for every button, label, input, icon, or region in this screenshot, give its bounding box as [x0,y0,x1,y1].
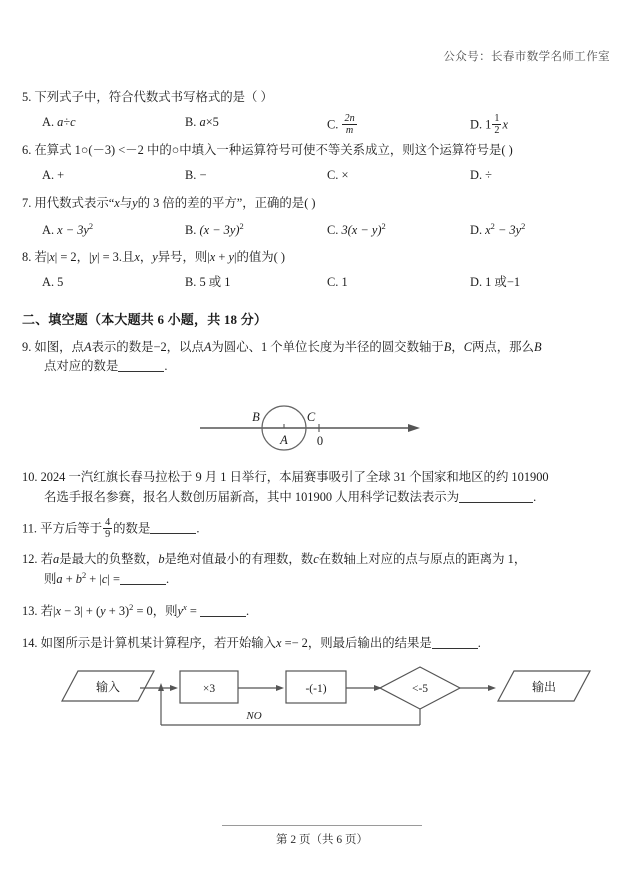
question-5-option-d[interactable]: D. 1 $\frac{1}{2}$ x [470,113,508,137]
question-8 [22,248,622,293]
label-b: B [252,410,260,425]
page-number-text: 第 2 页（共 6 页） [276,834,368,846]
section-2-heading: 二、填空题（本大题共 6 小题，共 18 分） [22,311,268,327]
footer-divider [222,825,422,826]
question-12-stem-line-1: 12. 若a是最大的负整数，b是绝对值最小的有理数，数c在数轴上对应的点与原点的距离为 1， [22,551,527,566]
question-5-stem: 5. 下列式子中，符合代数式书写格式的是（ ） [22,90,273,104]
flow-arrowhead-loop [158,683,164,691]
question-14 [22,634,622,653]
question-8-option-d[interactable]: D. 1 或−1 [470,274,521,289]
flowchart-svg [22,661,622,735]
question-7-option-d[interactable]: D. $x^2 - 3y^2$ [470,220,526,237]
question-12 [22,550,622,590]
fraction-2n-over-m: $\frac{2n}{m}$ [344,113,355,137]
question-5-option-a[interactable]: A. a÷c [42,115,76,130]
answer-blank-q14[interactable] [432,636,478,649]
flow-arrowhead-1 [170,685,178,691]
question-6-option-d[interactable]: D. ÷ [470,168,492,183]
question-9-stem-line-1: 9. 如图，点A表示的数是−2，以点A为圆心、1 个单位长度为半径的圆交数轴于B，C两点，那么B [22,339,542,354]
question-6-options [22,166,622,186]
question-9-stem-line-2: 点对应的数是 . [44,359,168,374]
question-6-option-b[interactable]: B. − [185,168,207,183]
answer-blank-q11[interactable] [150,522,196,535]
question-10 [22,468,622,506]
question-8-options [22,273,622,293]
question-9 [22,338,622,376]
page-watermark-header: 公众号：长春市数学名师工作室 [443,51,610,63]
answer-blank-q13[interactable] [200,605,246,618]
flow-no-label: NO [246,709,262,722]
question-10-stem-line-2: 名选手报名参赛，报名人数创历届新高，其中 101900 人用科学记数法表示为 . [44,489,537,504]
question-7-options [22,220,622,240]
flow-decision-label: <-5 [411,682,429,695]
question-5 [22,88,622,137]
question-11 [22,517,622,540]
question-6-option-c[interactable]: C. × [327,168,349,183]
question-7-option-a[interactable]: A. $x - 3y^2$ [42,220,94,237]
question-7 [22,194,622,239]
answer-blank-q9[interactable] [118,359,164,372]
number-line-svg [22,388,622,454]
question-7-stem: 7. 用代数式表示“x与y的 3 倍的差的平方”，正确的是( ) [22,196,316,211]
question-14-stem: 14. 如图所示是计算机某计算程序，若开始输入x =− 2，则最后输出的结果是 . [22,635,481,650]
flow-arrowhead-4 [488,685,496,691]
question-6 [22,141,622,186]
flow-arrowhead-2 [276,685,284,691]
question-10-stem-line-1: 10. 2024 一汽红旗长春马拉松于 9 月 1 日举行，本届赛事吸引了全球 31 个国家和地区的约 101900 [22,470,549,485]
question-6-option-a[interactable]: A. + [42,168,65,183]
question-8-option-a[interactable]: A. 5 [42,274,64,289]
question-8-option-b[interactable]: B. 5 或 1 [185,274,231,289]
page-footer [0,825,644,847]
question-12-stem-line-2: 则$a + b^2 + |c|$ = . [44,569,170,587]
question-5-option-c[interactable]: C. $\frac{2n}{m}$ [327,113,355,137]
number-line-arrow [408,424,420,432]
page-content [22,88,622,735]
question-11-stem: 11. 平方后等于 $\frac{4}{9}$ 的数是 . [22,516,200,540]
question-7-option-c[interactable]: C. $3(x - y)^2$ [327,220,386,237]
flow-input-label: 输入 [95,679,121,694]
question-8-stem: 8. 若|x| = 2，|y| = 3.且x，y异号，则|x + y|的值为( ) [22,249,285,264]
answer-blank-q10[interactable] [459,490,533,503]
number-line-figure [22,388,622,454]
question-6-stem: 6. 在算式 1○(－3) <－2 中的○中填入一种运算符号可使不等关系成立，则这个运算符号是( ) [22,143,513,158]
flow-output-label: 输出 [531,679,557,694]
question-5-options [22,113,622,137]
question-13-stem: 13. 若$|x - 3| + (y + 3)^2 = 0$，则$y^x$ = . [22,602,250,619]
question-8-option-c[interactable]: C. 1 [327,274,348,289]
fraction-one-half: $\frac{1}{2}$ [494,113,500,137]
question-13 [22,601,622,621]
label-a: A [280,433,288,448]
label-c: C [306,410,316,425]
answer-blank-q12[interactable] [120,572,166,585]
program-flowchart-figure [22,661,622,735]
flow-step1-label: ×3 [202,682,216,695]
question-7-option-b[interactable]: B. $(x - 3y)^2$ [185,220,244,237]
question-5-option-b[interactable]: B. a×5 [185,115,219,130]
flow-step2-label: -(-1) [305,682,327,695]
label-zero: 0 [316,434,324,449]
fraction-four-ninths: $\frac{4}{9}$ [105,516,111,540]
